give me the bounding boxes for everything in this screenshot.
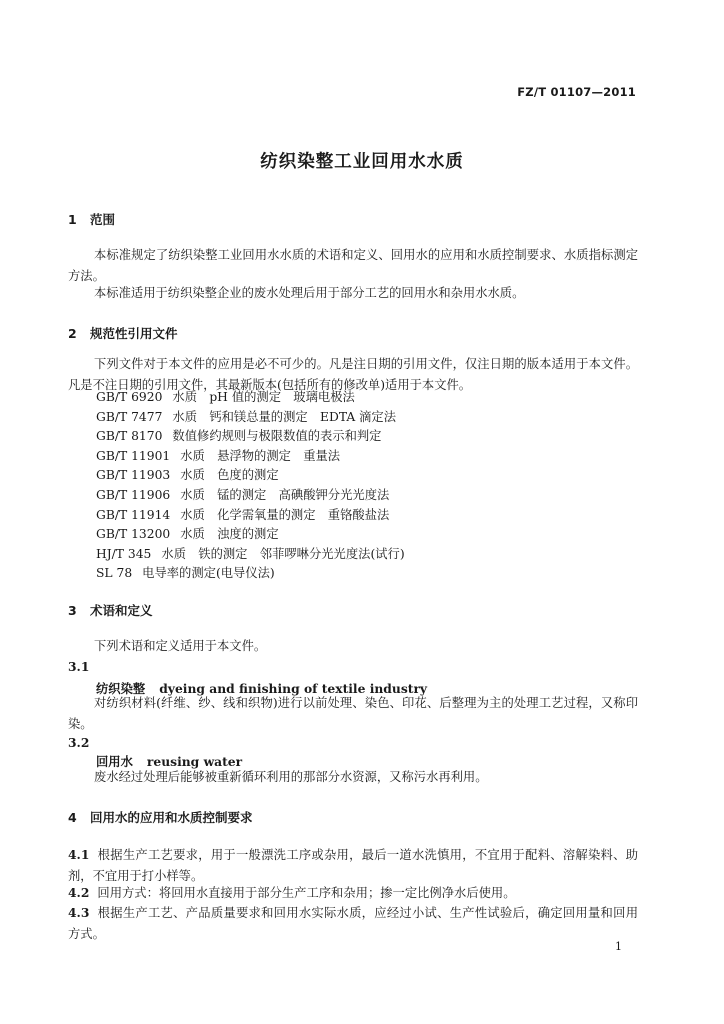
reference-title: 水质 悬浮物的测定 重量法 <box>180 448 341 463</box>
section-2-intro: 下列文件对于本文件的应用是必不可少的。凡是注日期的引用文件，仅注日期的版本适用于本文件。凡是不注日期的引用文件，其最新版本(包括所有的修改单)适用于本文件。 <box>68 357 638 392</box>
reference-title: 水质 色度的测定 <box>180 468 279 483</box>
section-number: 1 <box>68 212 77 227</box>
clause-4-2 <box>68 882 638 904</box>
section-4-heading <box>68 808 253 826</box>
clause-number: 4.2 <box>68 885 90 900</box>
section-1-paragraph-2: 本标准适用于纺织染整企业的废水处理后用于部分工艺的回用水和杂用水水质。 <box>94 286 525 300</box>
reference-code: HJ/T 345 <box>96 546 152 561</box>
clause-4-3 <box>68 902 638 945</box>
clause-text: 根据生产工艺要求，用于一般漂洗工序或杂用，最后一道水洗慎用，不宜用于配料、溶解染料、助剂，不宜用于打小样等。 <box>68 848 638 883</box>
reference-item <box>96 525 405 545</box>
document-title: 纺织染整工业回用水水质 <box>260 152 464 172</box>
clause-3-1-number: 3.1 <box>68 659 90 674</box>
reference-code: GB/T 11906 <box>96 487 171 502</box>
reference-title: 水质 钙和镁总量的测定 EDTA 滴定法 <box>172 409 397 424</box>
reference-item <box>96 427 405 447</box>
term-english: reusing water <box>146 754 243 769</box>
reference-code: GB/T 7477 <box>96 409 163 424</box>
section-number: 4 <box>68 810 77 825</box>
reference-title: 电导率的测定(电导仪法) <box>142 566 275 581</box>
term-english: dyeing and finishing of textile industry <box>159 681 428 696</box>
clause-number: 4.1 <box>68 847 90 862</box>
normative-references-list <box>96 388 405 584</box>
reference-title: 水质 锰的测定 高碘酸钾分光光度法 <box>180 487 390 502</box>
reference-code: GB/T 11903 <box>96 468 171 483</box>
reference-title: 数值修约规则与极限数值的表示和判定 <box>172 429 382 444</box>
standard-code: FZ/T 01107—2011 <box>517 85 636 99</box>
clause-number: 4.3 <box>68 905 90 920</box>
page-number: 1 <box>615 940 622 953</box>
term-chinese: 回用水 <box>96 754 133 769</box>
section-title: 术语和定义 <box>90 603 153 618</box>
reference-code: SL 78 <box>96 566 133 581</box>
section-title: 范围 <box>90 212 116 227</box>
reference-item <box>96 506 405 526</box>
reference-item <box>96 486 405 506</box>
reference-title: 水质 铁的测定 邻菲啰啉分光光度法(试行) <box>161 546 405 561</box>
clause-3-2-number: 3.2 <box>68 735 90 750</box>
reference-item <box>96 564 405 584</box>
reference-title: 水质 化学需氧量的测定 重铬酸盐法 <box>180 507 390 522</box>
reference-title: 水质 pH 值的测定 玻璃电极法 <box>172 390 355 404</box>
reference-item <box>96 545 405 565</box>
reference-item <box>96 388 405 408</box>
reference-title: 水质 浊度的测定 <box>180 527 279 542</box>
reference-item <box>96 466 405 486</box>
clause-text: 回用方式：将回用水直接用于部分生产工序和杂用；掺一定比例净水后使用。 <box>97 886 516 900</box>
section-3-intro: 下列术语和定义适用于本文件。 <box>94 639 267 653</box>
reference-code: GB/T 11901 <box>96 448 171 463</box>
reference-code: GB/T 8170 <box>96 429 163 444</box>
reference-code: GB/T 13200 <box>96 527 171 542</box>
reference-code: GB/T 6920 <box>96 390 163 404</box>
term-chinese: 纺织染整 <box>96 681 146 696</box>
section-number: 3 <box>68 603 77 618</box>
clause-4-1 <box>68 844 638 887</box>
section-2-heading <box>68 324 178 342</box>
reference-item <box>96 408 405 428</box>
reference-code: GB/T 11914 <box>96 507 171 522</box>
section-3-heading <box>68 601 153 619</box>
reference-item <box>96 447 405 467</box>
section-title: 回用水的应用和水质控制要求 <box>90 810 253 825</box>
term-3-2-definition: 废水经过处理后能够被重新循环利用的那部分水资源，又称污水再利用。 <box>94 770 488 784</box>
term-3-1-definition: 对纺织材料(纤维、纱、线和织物)进行以前处理、染色、印花、后整理为主的处理工艺过程，又称印染。 <box>68 696 638 731</box>
section-1-paragraph-1: 本标准规定了纺织染整工业回用水水质的术语和定义、回用水的应用和水质控制要求、水质指标测定方法。 <box>68 248 638 283</box>
section-title: 规范性引用文件 <box>90 326 178 341</box>
section-1-heading <box>68 210 115 228</box>
section-number: 2 <box>68 326 77 341</box>
clause-text: 根据生产工艺、产品质量要求和回用水实际水质，应经过小试、生产性试验后，确定回用量和回用方式。 <box>68 906 638 941</box>
